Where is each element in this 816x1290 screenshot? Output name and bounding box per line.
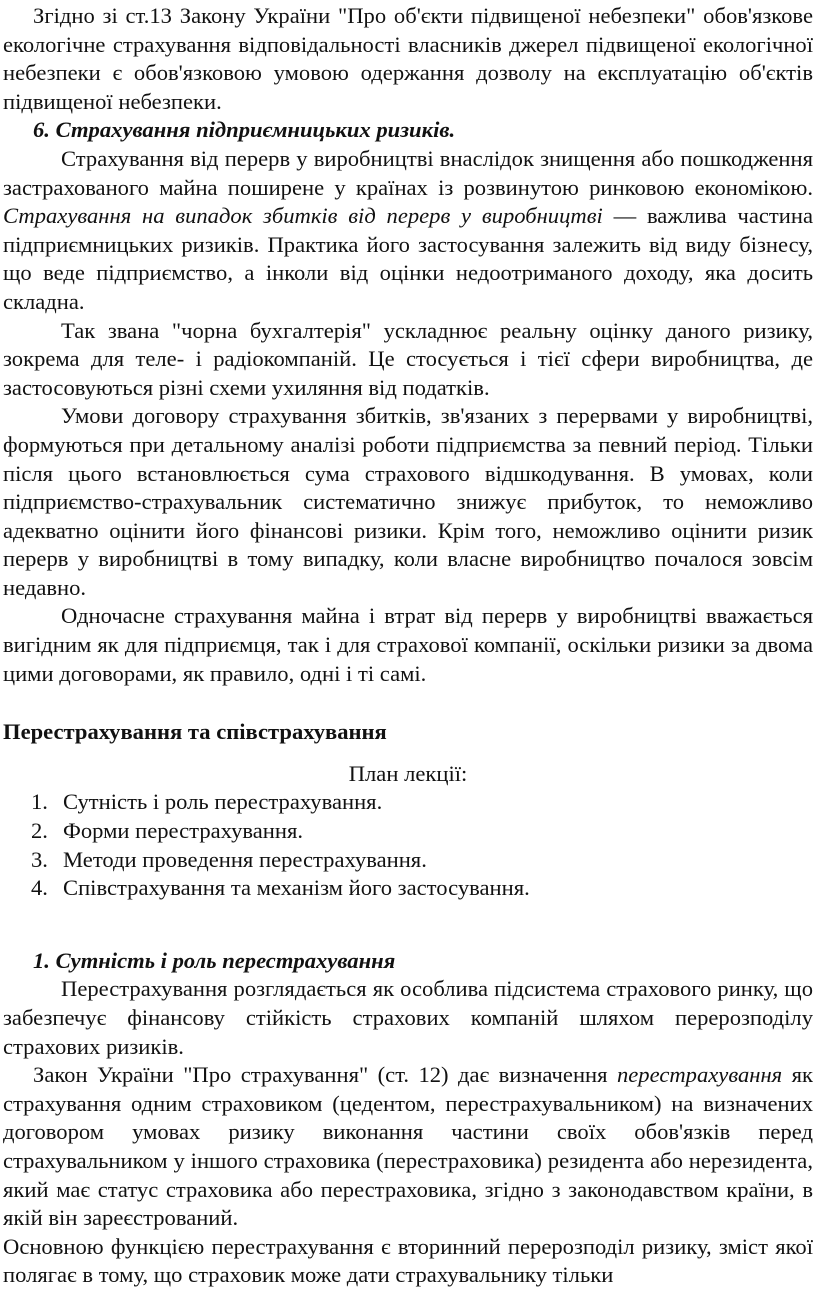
list-item bbox=[31, 846, 813, 875]
list-item-number: 4. bbox=[31, 875, 48, 901]
list-item bbox=[31, 874, 813, 903]
paragraph-law-definition bbox=[3, 1061, 813, 1233]
paragraph-text: — важлива частина підприємницьких ризиків. Практика його застосування залежить від виду бізнесу, що веде підприємство, а інколи від оцінки недоотриманого доходу, яка досить складна. bbox=[3, 203, 813, 314]
paragraph-black-accounting: Так звана "чорна бухгалтерія" ускладнює реальну оцінку даного ризику, зокрема для теле- і радіокомпаній. Це стосується і тієї сфери виробництва, де застосовуються різні схеми ухиляння від податків. bbox=[3, 317, 813, 400]
list-item-text: Сутність і роль перестрахування. bbox=[63, 789, 383, 815]
paragraph-text: Закон України "Про страхування" (ст. 12) дає визначення bbox=[33, 1062, 617, 1088]
list-item-number: 2. bbox=[31, 818, 48, 844]
lecture-plan-list bbox=[3, 788, 813, 902]
heading-business-risks: 6. Страхування підприємницьких ризиків. bbox=[33, 117, 456, 143]
paragraph-ecological-insurance: Згідно зі ст.13 Закону України "Про об'єкти підвищеної небезпеки" обов'язкове екологічне страхування відповідальності власників джерел підвищеної екологічної небезпеки є обов'язковою умовою одержання дозволу на експлуатацію об'єктів підвищеної небезпеки. bbox=[3, 3, 813, 114]
list-item-number: 3. bbox=[31, 846, 48, 872]
emphasis-text: перестрахування bbox=[616, 1062, 783, 1088]
list-item bbox=[31, 788, 813, 817]
paragraph-reinsurance-subsystem: Перестрахування розглядається як особлива підсистема страхового ринку, що забезпечує фінансову стійкість страхових компаній шляхом перерозподілу страхових ризиків. bbox=[3, 976, 813, 1059]
paragraph-text: Страхування від перерв у виробництві внаслідок знищення або пошкодження застрахованого майна поширене у країнах із розвинутою ринковою економікою. bbox=[3, 145, 813, 200]
list-item-text: Форми перестрахування. bbox=[63, 818, 304, 844]
list-item-number: 1. bbox=[31, 789, 48, 815]
paragraph-simultaneous-insurance: Одночасне страхування майна і втрат від перерв у виробництві вважається вигідним як для підприємця, так і для страхової компанії, оскільки ризики за двома цими договорами, як правило, одні і ті самі. bbox=[3, 603, 813, 686]
paragraph-contract-conditions: Умови договору страхування збитків, зв'язаних з перервами у виробництві, формуються при детальному аналізі роботи підприємства за певний період. Тільки після цього встановлюється сума страхового відшкодування. В умовах, коли підприємство-страхувальник систематично знижує прибуток, то неможливо адекватно оцінити його фінансові ризики. Крім того, неможливо оцінити ризик перерв у виробництві в тому випадку, коли власне виробництво почалося зовсім недавно. bbox=[3, 403, 813, 600]
emphasis-text: Страхування на випадок збитків від перерв у виробництві bbox=[3, 203, 603, 229]
heading-essence-reinsurance: 1. Сутність і роль перестрахування bbox=[33, 947, 396, 973]
section-title: Перестрахування та співстрахування bbox=[3, 719, 387, 745]
list-item-text: Методи проведення перестрахування. bbox=[63, 846, 427, 872]
list-item-text: Співстрахування та механізм його застосування. bbox=[63, 875, 530, 901]
list-item bbox=[31, 817, 813, 846]
plan-title: План лекції: bbox=[348, 760, 468, 786]
paragraph-main-function: Основною функцією перестрахування є вторинний перерозподіл ризику, зміст якої полягає в тому, що страховик може дати страхувальнику тільки bbox=[3, 1233, 813, 1288]
paragraph-text: як страхування одним страховиком (цедентом, перестрахувальником) на визначених договором умовах ризику виконання частини своїх обов'язків перед страхувальником у іншого страховика (перестраховика) резидента або нерезидента, який має статус страховика або перестраховика, згідно з законодавством країни, в якій він зареєстрований. bbox=[3, 1062, 813, 1231]
paragraph-production-interruption bbox=[3, 145, 813, 317]
